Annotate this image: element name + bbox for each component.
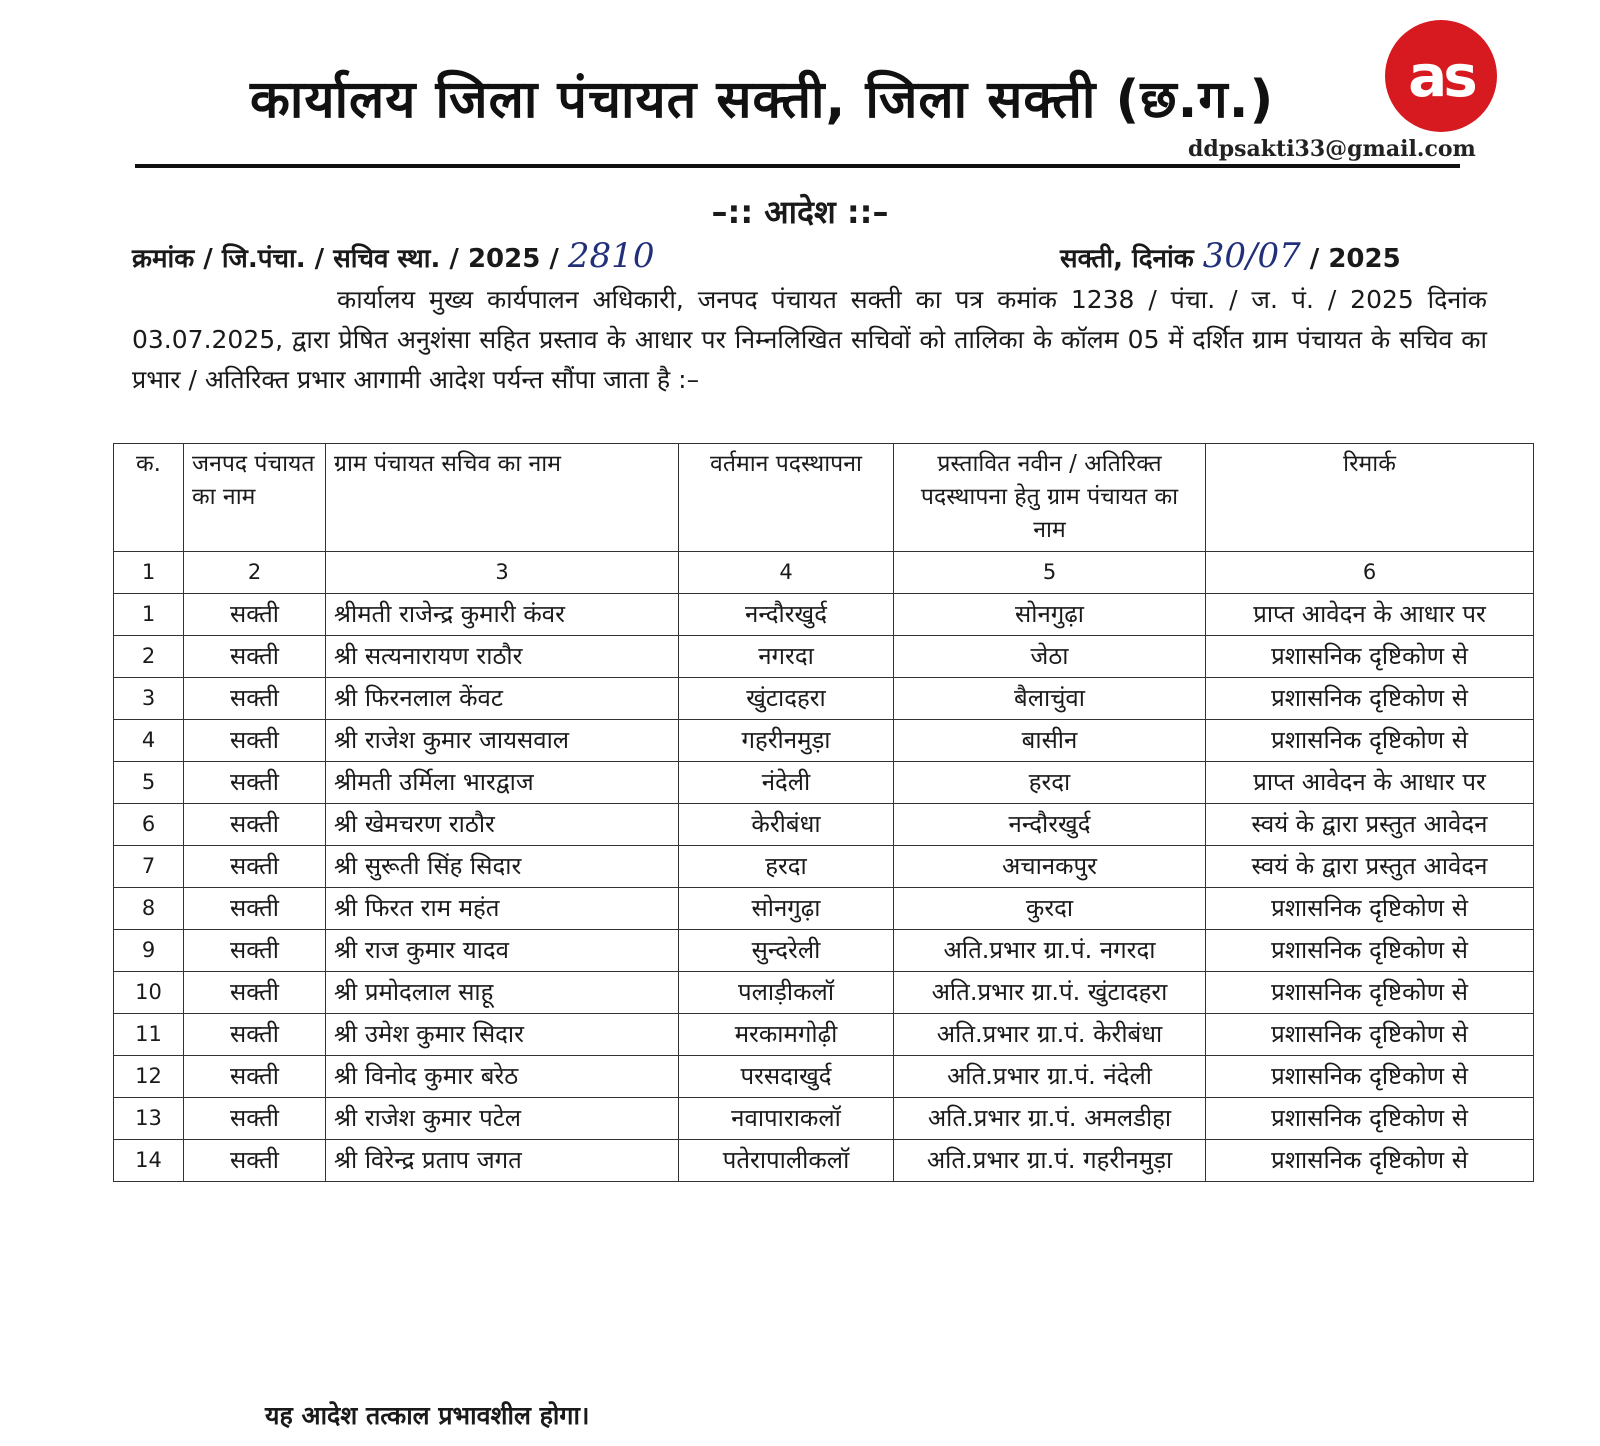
row-serial: 12 bbox=[114, 1056, 184, 1098]
row-proposed-posting: बैलाचुंवा bbox=[894, 678, 1206, 720]
table-row bbox=[114, 678, 1534, 720]
row-remark: प्रशासनिक दृष्टिकोण से bbox=[1206, 888, 1534, 930]
row-janpad: सक्ती bbox=[184, 888, 326, 930]
order-heading: –:: आदेश ::– bbox=[711, 193, 889, 231]
row-current-posting: खुंटादहरा bbox=[679, 678, 894, 720]
header-secretary-name: ग्राम पंचायत सचिव का नाम bbox=[326, 444, 679, 552]
column-number: 1 bbox=[114, 552, 184, 594]
row-janpad: सक्ती bbox=[184, 720, 326, 762]
row-secretary-name: श्री खेमचरण राठौर bbox=[326, 804, 679, 846]
row-serial: 1 bbox=[114, 594, 184, 636]
row-remark: प्रशासनिक दृष्टिकोण से bbox=[1206, 678, 1534, 720]
table-body bbox=[114, 594, 1534, 1182]
row-janpad: सक्ती bbox=[184, 678, 326, 720]
table-row bbox=[114, 1056, 1534, 1098]
row-serial: 2 bbox=[114, 636, 184, 678]
column-number: 6 bbox=[1206, 552, 1534, 594]
table-row bbox=[114, 972, 1534, 1014]
row-current-posting: केरीबंधा bbox=[679, 804, 894, 846]
date-suffix: / 2025 bbox=[1309, 244, 1401, 274]
row-secretary-name: श्री उमेश कुमार सिदार bbox=[326, 1014, 679, 1056]
row-current-posting: नगरदा bbox=[679, 636, 894, 678]
row-proposed-posting: अति.प्रभार ग्रा.पं. नंदेली bbox=[894, 1056, 1206, 1098]
column-number: 5 bbox=[894, 552, 1206, 594]
row-janpad: सक्ती bbox=[184, 804, 326, 846]
row-janpad: सक्ती bbox=[184, 1098, 326, 1140]
header-janpad: जनपद पंचायत का नाम bbox=[184, 444, 326, 552]
row-current-posting: परसदाखुर्द bbox=[679, 1056, 894, 1098]
row-secretary-name: श्री विनोद कुमार बरेठ bbox=[326, 1056, 679, 1098]
row-proposed-posting: जेठा bbox=[894, 636, 1206, 678]
row-remark: प्राप्त आवेदन के आधार पर bbox=[1206, 762, 1534, 804]
row-serial: 4 bbox=[114, 720, 184, 762]
row-proposed-posting: अचानकपुर bbox=[894, 846, 1206, 888]
table-row bbox=[114, 930, 1534, 972]
header-current-posting: वर्तमान पदस्थापना bbox=[679, 444, 894, 552]
row-remark: प्रशासनिक दृष्टिकोण से bbox=[1206, 1098, 1534, 1140]
row-remark: प्रशासनिक दृष्टिकोण से bbox=[1206, 930, 1534, 972]
row-remark: प्रशासनिक दृष्टिकोण से bbox=[1206, 1056, 1534, 1098]
table-row bbox=[114, 1014, 1534, 1056]
table-header-row bbox=[114, 444, 1534, 552]
row-secretary-name: श्री फिरनलाल केंवट bbox=[326, 678, 679, 720]
table-row bbox=[114, 846, 1534, 888]
row-proposed-posting: हरदा bbox=[894, 762, 1206, 804]
row-serial: 7 bbox=[114, 846, 184, 888]
office-email: ddpsakti33@gmail.com bbox=[1188, 136, 1476, 162]
row-serial: 14 bbox=[114, 1140, 184, 1182]
row-serial: 3 bbox=[114, 678, 184, 720]
row-proposed-posting: अति.प्रभार ग्रा.पं. केरीबंधा bbox=[894, 1014, 1206, 1056]
row-janpad: सक्ती bbox=[184, 1140, 326, 1182]
row-serial: 10 bbox=[114, 972, 184, 1014]
date-line bbox=[1060, 236, 1401, 276]
table-row bbox=[114, 804, 1534, 846]
row-remark: प्रशासनिक दृष्टिकोण से bbox=[1206, 1140, 1534, 1182]
row-current-posting: सुन्दरेली bbox=[679, 930, 894, 972]
row-current-posting: पलाड़ीकलॉ bbox=[679, 972, 894, 1014]
table-row bbox=[114, 888, 1534, 930]
row-secretary-name: श्री सुरूती सिंह सिदार bbox=[326, 846, 679, 888]
row-janpad: सक्ती bbox=[184, 1056, 326, 1098]
row-secretary-name: श्रीमती उर्मिला भारद्वाज bbox=[326, 762, 679, 804]
row-current-posting: सोनगुढ़ा bbox=[679, 888, 894, 930]
row-current-posting: नंदेली bbox=[679, 762, 894, 804]
row-janpad: सक्ती bbox=[184, 636, 326, 678]
table-row bbox=[114, 1098, 1534, 1140]
row-secretary-name: श्रीमती राजेन्द्र कुमारी कंवर bbox=[326, 594, 679, 636]
row-serial: 9 bbox=[114, 930, 184, 972]
row-proposed-posting: नन्दौरखुर्द bbox=[894, 804, 1206, 846]
row-current-posting: नन्दौरखुर्द bbox=[679, 594, 894, 636]
row-secretary-name: श्री फिरत राम महंत bbox=[326, 888, 679, 930]
column-number: 2 bbox=[184, 552, 326, 594]
row-janpad: सक्ती bbox=[184, 762, 326, 804]
table-row bbox=[114, 762, 1534, 804]
row-current-posting: गहरीनमुड़ा bbox=[679, 720, 894, 762]
row-proposed-posting: अति.प्रभार ग्रा.पं. नगरदा bbox=[894, 930, 1206, 972]
office-title: कार्यालय जिला पंचायत सक्ती, जिला सक्ती (छ.ग.) bbox=[250, 70, 1275, 130]
row-serial: 8 bbox=[114, 888, 184, 930]
table-row bbox=[114, 594, 1534, 636]
row-serial: 5 bbox=[114, 762, 184, 804]
column-number: 3 bbox=[326, 552, 679, 594]
row-proposed-posting: कुरदा bbox=[894, 888, 1206, 930]
date-prefix: सक्ती, दिनांक bbox=[1060, 244, 1203, 274]
order-body bbox=[132, 280, 1487, 400]
row-remark: स्वयं के द्वारा प्रस्तुत आवेदन bbox=[1206, 846, 1534, 888]
table-row bbox=[114, 720, 1534, 762]
row-remark: स्वयं के द्वारा प्रस्तुत आवेदन bbox=[1206, 804, 1534, 846]
row-janpad: सक्ती bbox=[184, 594, 326, 636]
row-janpad: सक्ती bbox=[184, 930, 326, 972]
row-remark: प्राप्त आवेदन के आधार पर bbox=[1206, 594, 1534, 636]
row-remark: प्रशासनिक दृष्टिकोण से bbox=[1206, 1014, 1534, 1056]
header-serial: क. bbox=[114, 444, 184, 552]
row-secretary-name: श्री प्रमोदलाल साहू bbox=[326, 972, 679, 1014]
row-serial: 6 bbox=[114, 804, 184, 846]
column-number-row bbox=[114, 552, 1534, 594]
header-proposed-posting: प्रस्तावित नवीन / अतिरिक्त पदस्थापना हेतु ग्राम पंचायत का नाम bbox=[894, 444, 1206, 552]
row-proposed-posting: सोनगुढ़ा bbox=[894, 594, 1206, 636]
row-janpad: सक्ती bbox=[184, 972, 326, 1014]
row-current-posting: पतेरापालीकलॉ bbox=[679, 1140, 894, 1182]
row-janpad: सक्ती bbox=[184, 846, 326, 888]
row-serial: 13 bbox=[114, 1098, 184, 1140]
row-current-posting: हरदा bbox=[679, 846, 894, 888]
row-remark: प्रशासनिक दृष्टिकोण से bbox=[1206, 972, 1534, 1014]
header-remark: रिमार्क bbox=[1206, 444, 1534, 552]
row-proposed-posting: अति.प्रभार ग्रा.पं. अमलडीहा bbox=[894, 1098, 1206, 1140]
date-handwritten: 30/07 bbox=[1202, 236, 1301, 276]
transfer-table bbox=[113, 443, 1534, 1182]
row-proposed-posting: बासीन bbox=[894, 720, 1206, 762]
brand-logo bbox=[1385, 20, 1497, 132]
row-serial: 11 bbox=[114, 1014, 184, 1056]
row-secretary-name: श्री राज कुमार यादव bbox=[326, 930, 679, 972]
row-current-posting: नवापाराकलॉ bbox=[679, 1098, 894, 1140]
row-secretary-name: श्री विरेन्द्र प्रताप जगत bbox=[326, 1140, 679, 1182]
brand-logo-text: as bbox=[1408, 42, 1474, 110]
table-row bbox=[114, 1140, 1534, 1182]
row-janpad: सक्ती bbox=[184, 1014, 326, 1056]
row-secretary-name: श्री राजेश कुमार जायसवाल bbox=[326, 720, 679, 762]
header-divider bbox=[135, 164, 1460, 168]
column-number: 4 bbox=[679, 552, 894, 594]
reference-prefix: क्रमांक / जि.पंचा. / सचिव स्था. / 2025 / bbox=[132, 244, 568, 274]
row-proposed-posting: अति.प्रभार ग्रा.पं. खुंटादहरा bbox=[894, 972, 1206, 1014]
row-remark: प्रशासनिक दृष्टिकोण से bbox=[1206, 720, 1534, 762]
row-remark: प्रशासनिक दृष्टिकोण से bbox=[1206, 636, 1534, 678]
row-current-posting: मरकामगोढ़ी bbox=[679, 1014, 894, 1056]
effect-statement: यह आदेश तत्काल प्रभावशील होगा। bbox=[265, 1401, 590, 1430]
row-secretary-name: श्री सत्यनारायण राठौर bbox=[326, 636, 679, 678]
reference-number: 2810 bbox=[567, 236, 655, 276]
order-body-text: कार्यालय मुख्य कार्यपालन अधिकारी, जनपद पंचायत सक्ती का पत्र कमांक 1238 / पंचा. / ज. पं. / 2025 दिनांक 03.07.2025, द्वारा प्रेषित अनुशंसा सहित प्रस्ताव के आधार पर निम्नलिखित सचिवों को तालिका के कॉलम 05 में दर्शित ग्राम पंचायत के सचिव का प्रभार / अतिरिक्त प्रभार आगामी आदेश पर्यन्त सौंपा जाता है :– bbox=[132, 285, 1487, 394]
reference-number-line bbox=[132, 236, 654, 276]
row-secretary-name: श्री राजेश कुमार पटेल bbox=[326, 1098, 679, 1140]
table-row bbox=[114, 636, 1534, 678]
row-proposed-posting: अति.प्रभार ग्रा.पं. गहरीनमुड़ा bbox=[894, 1140, 1206, 1182]
